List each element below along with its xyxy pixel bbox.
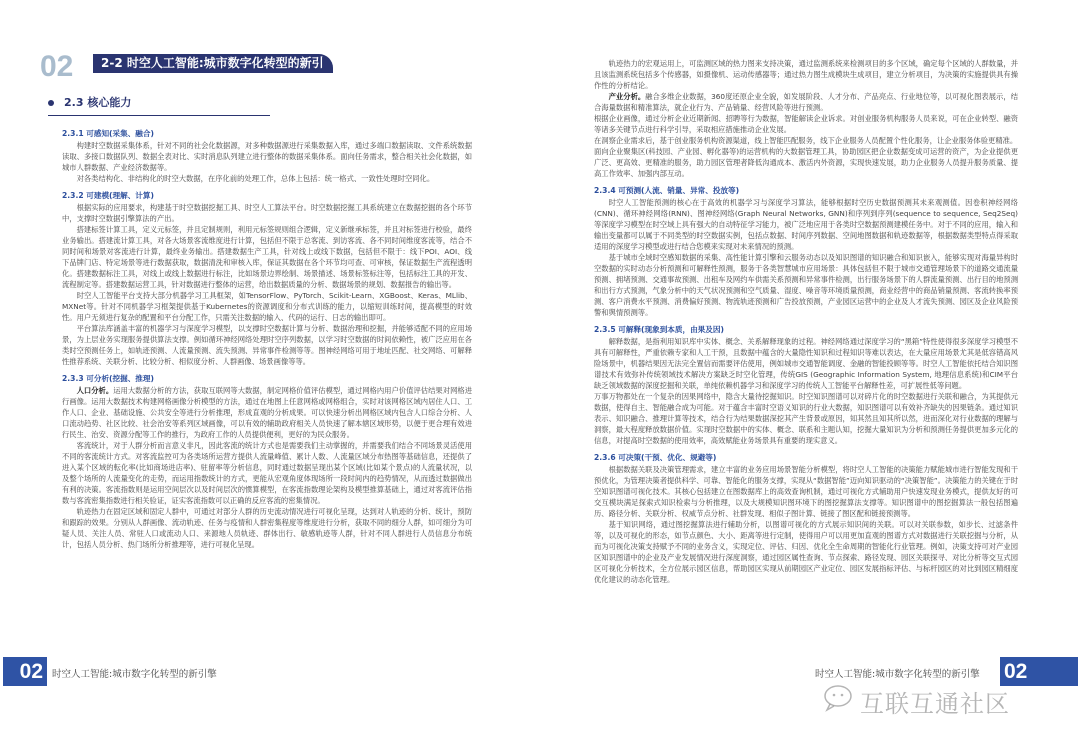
paragraph (62, 202, 472, 224)
section-heading (48, 94, 270, 116)
bullet-dot-icon (48, 100, 54, 106)
paragraph-text: 时空人工智能预测的核心在于高效的机器学习与深度学习算法，能够根据时空历史数据预测其未来观测值。因卷积神经网络(CNN)、循环神经网络(RNN)、图神经网络(Graph Neural Networks, GNN)和序列到序列(sequence to sequence, Seq2Seq)等深度学习模型在时空域上具有强大的自动特征学习能力，被广泛地应用于各类时空数据预测建模任务中。对于不同的应用，输入和输出变量都可以属于不同类型的时空数据实例，包括点数据、时间序列数据、空间地图数据和轨迹数据等，根据数据类型特点得采取适用的深度学习模型或进行结合您模来实现对未来情况的预测。 (594, 198, 1018, 251)
right-page-column (594, 58, 1018, 585)
paragraph (594, 113, 1018, 135)
paragraph-lead: 产业分析。 (608, 92, 646, 101)
subsection-heading: 2.3.2 可建模(理解、计算) (62, 191, 154, 200)
paragraph-text: 根据企业画像，通过分析企业近期新闻、招聘等行为数据，智能解读企业诉求。对创业服务机构服务人员来说，可在企业转型、融资等诸多关键节点进行科学引导，采取相应措施推动企业发展。 (594, 114, 1018, 134)
left-page-column (62, 128, 472, 550)
paragraph-text: 时空人工智能平台支持大部分机器学习工具框架，如TensorFlow、PyTorch、Scikit-Learn、XGBoost、Keras、MLlib、MXNet等。针对不同机器学习框架提供基于Kubernetes的资源调度和分布式训练的能力，以缩短训练时间，提高模型的时效性。用户无须进行复杂的配置和平台分配工作，只需关注数据的输入、代码的运行、日志的输出即可。 (62, 291, 472, 322)
paragraph-text: 客流统计，对于人群分析而言意义非凡，因此客流的统计方式也是需要我们主动掌握的，并需要我们结合不同场景灵活使用不同的客流统计方式。对客流监控可为各类场所运营方提供人流量峰值、累计人数、人流量区域分布热图等基础信息，还提供了进入某个区域的転化率(比如商场进店率)、驻留率等分析信息，同时通过数据呈现出某个区域(比如某个景点)的人流量状况，以及整个场所的人流量变化的走势，而运用指数统计的方式，更能从宏观角度体现场所一段时间内的趋势情况，从而透过数据做出有利的决策。客流指数则是运用空间层次以及时间层次的惯算模型，在客流指数理论架构及模型推算基础上，通过对客流评估指数与客流密集指数进行相关验证，证实客流指数可以正确的反应客流的密集情况。 (62, 441, 472, 505)
paragraph (62, 506, 472, 550)
right-page-number: 02 (1000, 657, 1078, 686)
paragraph (594, 91, 1018, 113)
paragraph-text: 平台算法库涵盖丰富的机器学习与深度学习模型，以支撑时空数据计算与分析、数据治理和挖掘，并能够适配不同的应用场景，为上层业务实现服务提供算法支撑。例如循环神经网络处理时空序列数据，以学习时空数据的时间依赖性，被广泛应用在各类时空预测任务上，如轨迹预测、人流量预测、流失预测、异常事件检测等等。图神经网络可用于地址匹配、社交网络、可解释性推荐系统、关联分析、比较分析、相似度分析、人群画像、场景画像等等。 (62, 324, 472, 366)
paragraph (594, 391, 1018, 446)
paragraph (594, 58, 1018, 91)
subsection-heading: 2.3.5 可解释(现象到本质，由果及因) (594, 325, 724, 334)
right-footer-text: 时空人工智能:城市数字化转型的新引擎 (815, 669, 980, 680)
paragraph-text: 万事万物都处在一个复杂的因果网络中，隐含大量待挖掘知识。时空知识图谱可以对碎片化的时空数据进行关联和融合，为其提供元数据，使得自主、智能融合成为可能。对于蕴含丰富时空语义知识的行业大数据，知识图谱可以有效补齐缺失的因果链条。通过知识表示、知识融合、推理计算等技术，结合行为结果数据深挖其产生背景或原因，知其然且知其所以然，进而深化对行业数据的理解与洞察，最大程度释放数据价值。实现时空数据中的实体、概念、联系和主题认知，挖掘大量知识为分析和预测任务提供更加多元化的信息，对提高时空数据的使用效率，高效赋能业务场景具有重要的现实意义。 (594, 392, 1018, 445)
paragraph (594, 146, 1018, 179)
paragraph-text: 搭建标签计算工具，定义元标签，并且定制规则，利用元标签规则组合逻辑，定义新继承标签，并且对标签进行校验，最终业务输出。搭建流计算工具，对各大场景客流维度进行计算，包括但不限于总客流、到访客流、各不同时间维度客流等，结合不同时间和场景对客流进行计算，最终业务输出。搭建数据生产工具，针对线上或线下数据，包括但不限于：线下POI、AOI、线下品牌门店、特定场景等进行数据获取，数据清洗和审核入库，保证其数据在各个环节均可查、可审核，保证数据生产流程透明化。搭建数据标注工具，对线上或线上数据进行标注，比如场景边界绘制、场景描述、场景标签标注等，包括标注工具的开发、流程制定等。搭建数据运营工具，针对数据进行整体的运营，给出数据质量的分析、数据场景的规划、数据报告的输出等。 (62, 225, 472, 289)
section-title: 2.3 核心能力 (64, 96, 132, 109)
paragraph-text: 基于城市全域时空感知数据的采集、高性能计算引擎和云服务动态以及知识图谱的知识融合和知识嵌入，能够实现对海量异构时空数据的实时动态分析预测和可解释性预测，服务于各类智慧城市应用场景：具体包括但不限于城市交通管理场景下的道路交通流量预测、拥堵预测、交通事故预测、出租车及网约车供需关系预测和异常事件检测，出行服务场景下的人群流量预测、出行目的地预测和出行方式预测，气象分析中的天气状况预测和空气质量、湿度、噪音等环境质量预测，商业经营中的商品销量预测、客流转换率预测、客户消费水平预测、消费偏好预测、物流轨迹预测和广告投放预测，产业园区运营中的企业及人才流失预测、园区及企业风险预警和舆情预测等。 (594, 253, 1018, 317)
chapter-title-banner: 2-2 时空人工智能:城市数字化转型的新引擎 (93, 54, 333, 73)
paragraph (594, 464, 1018, 519)
paragraph-text: 根据实际的应用要求，构建基于时空数据挖掘工具、时空人工算法平台。时空数据挖掘工具系统建立在数据挖掘的各个环节中，支撑时空数据引擎算法的产出。 (62, 203, 472, 223)
paragraph-text: 运用大数据分析的方法，获取互联网等大数据，制定网格价值评估模型，通过网格内用户价值评估结果对网格进行画像。运用大数据技术构建网格画像分析模型的方法，通过在地图上任意网格或网格组合，实时对该网格区域内居住人口、工作人口、企业、基础设施、公共安全等进行分析推理，形成直观的分析成果。可以快速分析出网格区域内包含人口综合分析、人口流动趋势、社区比较、社会治安等系列区域画像，可以有效的辅助政府相关人员快速了解本辖区域形势，以便于更合理有效进行民生、治安、资源分配等工作的推行，为政府工作的人员提供便利，更好的为民众服务。 (62, 386, 473, 439)
subsection-heading: 2.3.3 可分析(挖掘、推理) (62, 374, 154, 383)
paragraph (594, 197, 1018, 252)
paragraph (62, 140, 472, 173)
left-page-number: 02 (3, 657, 47, 686)
subsection-heading: 2.3.6 可决策(干预、优化、规避等) (594, 453, 717, 462)
subsection-heading: 2.3.1 可感知(采集、融合) (62, 129, 154, 138)
paragraph (594, 336, 1018, 391)
paragraph (62, 173, 472, 184)
left-footer-text: 时空人工智能:城市数字化转型的新引擎 (52, 669, 217, 680)
watermark-text: 互联互通社区 (860, 690, 1010, 718)
paragraph (62, 290, 472, 323)
chapter-number: 02 (40, 50, 74, 83)
paragraph (594, 252, 1018, 318)
paragraph (62, 440, 472, 506)
paragraph-text: 构建时空数据采集体系，针对不同的社会化数据源，对多种数据源进行采集数据入库，通过多端口数据读取、文件系统数据读取、多接口数据队列、数据全表对比、实时消息队列建立进行整体的数据采集体系。面向任务需求，整合相关社会化数据，如城市人群数据、产业经济数据等。 (62, 141, 472, 172)
paragraph (62, 385, 472, 440)
paragraph-text: 对各类结构化、非结构化的时空大数据，在序化前的处理工作，总体上包括：统一格式、一致性处理时空同化。 (76, 174, 435, 183)
paragraph (62, 323, 472, 367)
paragraph-text: 基于知识网络，通过图挖掘算法进行辅助分析，以图谱可视化的方式展示知识间的关联。可以对关联参数，如步长、过滤条件等，以及可视化的形态，如节点颜色、大小、距离等进行定制，使得用户可以用更加直观的图谱方式对数据进行关联挖掘与分析，从而为可视化决策支持赋予不同的业务含义，实现定位、评估、归因、优化全生命周期的智能化行业管理。例如，决策支持可对产业园区知识图谱中的企业及产业发展情况进行深度洞察，通过园区属性查询、节点探索、路径发现、园区关联探寻、对比分析等交互式园区可视化分析技术，全方位展示园区信息，帮助园区实现从前期园区产业定位、园区发展指标评估、与标杆园区的对比到园区精细度优化建议的动态化管理。 (594, 520, 1018, 584)
subsection-heading: 2.3.4 可预测(人流、销量、异常、投放等) (594, 186, 740, 195)
paragraph-text: 轨迹热力的宏观运用上，可监测区域的热力图来支持决策，通过监测系统来检测项目的多个区域，确定每个区域的人群数量，并且该监测系统包括多个传感器，如摄像机、运动传感器等；通过热力图生成模块生成项目，建立分析项目，为决策的实施提供具有操作性的分析结论。 (594, 59, 1018, 90)
paragraph-text: 融合多维企业数据，360度还原企业全貌，如发展阶段、人才分布、产品亮点、行业地位等，以可视化图表展示，结合海量数据和精准算法，就企业行为、产品销量、经营风险等进行预测。 (594, 92, 1018, 112)
paragraph-text: 面向企业聚集区(科技园、产业园、孵化器等)的运营机构的大数据管理工具，协助园区把企业数据变成可运营的资产，为企业提供更广泛、更高效、更精准的服务，助力园区管理者降低沟通成本、激活内外资源，实现快速发展，助力企业服务人员提升服务质量、提高工作效率、加强内部互动。 (594, 147, 1018, 178)
paragraph-text: 在洞察企业需求后，基于创业服务机构资源渠道，线上智能匹配服务，线下企业服务人员配置个性化服务，让企业服务体验更精准。 (594, 136, 1018, 145)
wechat-icon (822, 682, 858, 714)
paragraph-text: 解释数据，是指利用知识库中实体、概念、关系解释现象的过程。神经网络通过深度学习的“黑箱”特性使得很多深度学习模型不具有可解释性，严重依赖专家和人工干预，且数据中蕴含的大量隐性知识和过程知识等难以表达，在大量应用场景尤其是低容错高风险场景中，机器结果因无法完全置信而需要评估使用，例如城市交通智能调度、金融的智能投顾等等。时空人工智能依托结合知识图谱技术有效弥补传统领域技术解决方案缺乏时空化管理，传统GIS (Geographic Information System, 地理信息系统)和CIM平台缺乏领域数据的深度挖掘和关联，单纯依赖机器学习和深度学习的传统人工智能平台解释性差，可扩展性低等问题。 (594, 337, 1018, 390)
paragraph (594, 519, 1018, 585)
paragraph (62, 224, 472, 290)
paragraph-lead: 人口分析。 (76, 386, 114, 395)
paragraph (594, 135, 1018, 146)
paragraph-text: 根据数据关联及决策管理需求，建立丰富的业务应用场景智能分析模型，将时空人工智能的决策能力赋能城市进行智能发现和干预优化，为管理决策者提供科学、可靠、智能化的服务支撑，实现从“数据智能”迈向知识驱动的“决策智能”。决策能力的关键在于时空知识图谱可视化技术。其核心包括建立在图数据库上的高效查询机制，通过可视化方式辅助用户快速发现业务模式，提供友好的可交互模块满足探索式知识检索与分析推理，以及大规模知识图环境下的图挖掘算法支撑等。知识图谱中的图挖掘算法一般包括图遍历、路径分析、关联分析、权威节点分析、社群发现、相似子图计算、链接了图区配和链接预测等。 (594, 465, 1018, 518)
paragraph-text: 轨迹热力在固定区域和固定人群中，可通过对部分人群的历史流动情况进行可视化呈现，达到对人轨迹的分析、统计，预防和跟踪的效果。分别从人群画像、流动轨迹、任务与疫情和人群密集程度等维度进行分析，获取不同的细分人群，如可细分为可疑人员、关注人员、常驻人口或流动人口、来源地人员轨迹、群体出行、敏感轨迹等人群，针对不同人群进行人员信息分布统计，包括人员分析、热门场所分析推理等，进行可视化呈现。 (62, 507, 472, 549)
